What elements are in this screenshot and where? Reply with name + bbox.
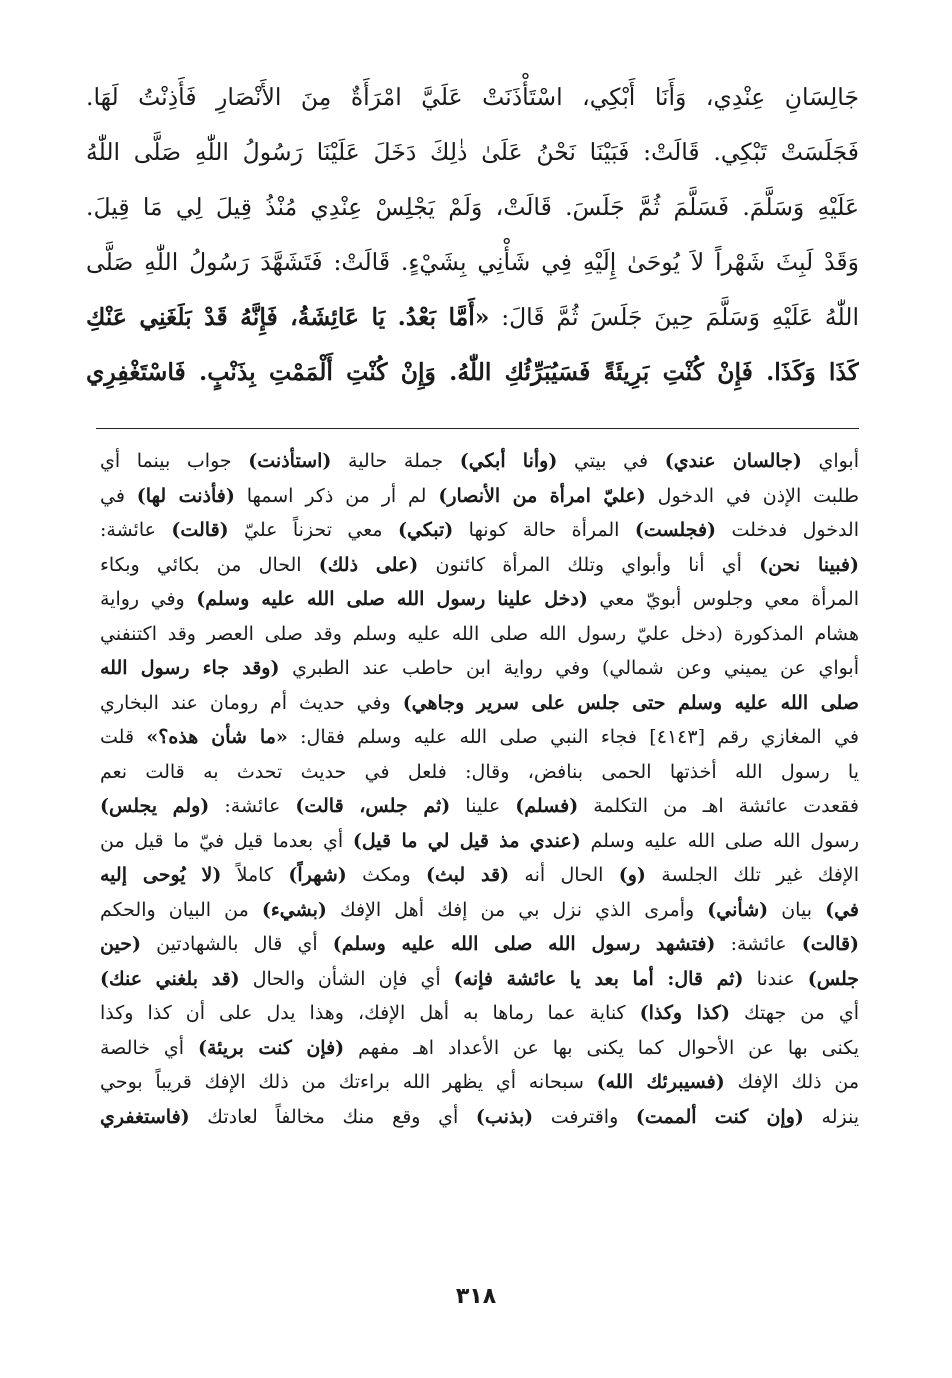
commentary-line: يكنى بها عن الأحوال كما يكنى بها عن الأعداد اهـ مفهم (فإن كنت بريئة) أي خالصة [100, 1036, 859, 1059]
commentary-line: أبواي (جالسان عندي) في بيتي (وأنا أبكي) جملة حالية (استأذنت) جواب بينما أي [100, 450, 859, 472]
commentary-line: رسول الله صلى الله عليه وسلم (عندي مذ قيل لي ما قيل) أي بعدما قيل فيّ ما قيل من [100, 829, 859, 852]
quoted-matn-phrase: (استأذنت) [248, 450, 332, 472]
page-number: ٣١٨ [455, 1284, 497, 1309]
main-line-4: وَقَدْ لَبِثَ شَهْراً لاَ يُوحَىٰ إِلَيْهِ فِي شَأْنِي بِشَيْءٍ. قَالَتْ: فَتَشَهَّدَ رَسُولُ اللّٰهِ صَلَّى [86, 248, 859, 276]
commentary-line: ينزله (وإن كنت ألممت) واقترفت (بذنب) أي وقع منك مخالفاً لعادتك (فاستغفري [100, 1105, 859, 1128]
main-line-5: اللّٰهُ عَلَيْهِ وَسَلَّمَ حِينَ جَلَسَ ثُمَّ قَالَ: «أَمَّا بَعْدُ. يَا عَائِشَةُ، فَإِنَّهُ قَدْ بَلَغَنِي عَنْكِ [86, 303, 859, 331]
quoted-matn-phrase: (جالسان عندي) [664, 450, 802, 472]
quoted-matn-phrase: (وإن كنت ألممت) [635, 1105, 804, 1128]
quoted-matn-phrase: (ثم جلس، قالت) [295, 795, 451, 817]
quoted-matn-phrase: (على ذلك) [318, 553, 419, 576]
quoted-matn-phrase: «ما شأن هذه؟» [146, 726, 288, 748]
main-hadith-text [86, 70, 859, 400]
quoted-matn-phrase: (بذنب) [475, 1105, 534, 1128]
commentary-line: الدخول فدخلت (فجلست) المرأة حالة كونها (تبكي) معي تحزناً عليّ (قالت) عائشة: [100, 519, 859, 541]
quoted-matn-phrase: (وأنا أبكي) [459, 450, 558, 472]
commentary-line: المرأة معي وجلوس أبويّ معي (دخل علينا رسول الله صلى الله عليه وسلم) وفي رواية [100, 588, 859, 610]
quoted-matn-phrase: (قد لبث) [425, 864, 510, 886]
quoted-matn-phrase: (فسلم) [515, 795, 579, 817]
quoted-matn-phrase: (فأذنت لها) [136, 484, 235, 507]
quoted-matn-phrase: (شأني) [707, 898, 769, 921]
quoted-matn-phrase: (و) [618, 864, 646, 886]
commentary-line: من ذلك الإفك (فسيبرئك الله) سبحانه أي يظهر الله براءتك من ذلك الإفك قريباً بوحي [100, 1071, 859, 1093]
quoted-matn-phrase: (فاستغفري [100, 1105, 190, 1128]
quoted-matn-phrase: (بشيء) [261, 898, 327, 921]
commentary-line: في المغازي رقم [٤١٤٣] فجاء النبي صلى الله عليه وسلم فقال: «ما شأن هذه؟» قلت [100, 726, 859, 748]
commentary-line: (فبينا نحن) أي أنا وأبواي وتلك المرأة كائنون (على ذلك) الحال من بكائي وبكاء [100, 553, 859, 576]
quoted-matn-phrase: جلس) [807, 967, 859, 990]
main-line-1: جَالِسَانِ عِنْدِي، وَأَنَا أَبْكِي، اسْتَأْذَنَتْ عَلَيَّ امْرَأَةٌ مِنَ الأَنْصَارِ فَأَذِنْتُ لَهَا. [86, 83, 859, 111]
quoted-matn-phrase: (وقد جاء رسول الله [100, 657, 280, 679]
quoted-matn-phrase: (قالت) [801, 933, 859, 955]
quoted-matn-phrase: (قالت) [171, 519, 229, 541]
commentary-line: فقعدت عائشة اهـ من التكلمة (فسلم) علينا (ثم جلس، قالت) عائشة: (ولم يجلس) [100, 795, 859, 817]
commentary-line: هشام المذكورة (دخل عليّ رسول الله صلى الله عليه وسلم وقد صلى العصر وقد اكتنفني [100, 622, 859, 645]
commentary-line: في) بيان (شأني) وأمرى الذي نزل بي من إفك أهل الإفك (بشيء) من البيان والحكم [100, 898, 859, 921]
prophet-speech: «أَمَّا بَعْدُ. يَا عَائِشَةُ، فَإِنَّهُ قَدْ بَلَغَنِي عَنْكِ [86, 303, 490, 331]
commentary-line: جلس) عندنا (ثم قال: أما بعد يا عائشة فإنه) أي فإن الشأن والحال (قد بلغني عنك) [100, 967, 859, 990]
commentary-line: طلبت الإذن في الدخول (عليّ امرأة من الأنصار) لم أر من ذكر اسمها (فأذنت لها) في [100, 484, 859, 507]
quoted-matn-phrase: (فجلست) [634, 519, 717, 541]
quoted-matn-phrase: (شهراً) [288, 864, 347, 886]
quoted-matn-phrase: (عندي مذ قيل لي ما قيل) [352, 829, 581, 852]
quoted-matn-phrase: (حين [100, 933, 141, 955]
main-line-6: كَذَا وَكَذَا. فَإِنْ كُنْتِ بَرِيئَةً فَسَيُبَرِّئُكِ اللّٰهُ. وَإِنْ كُنْتِ أَلْمَمْتِ بِذَنْبٍ. فَاسْتَغْفِرِي [86, 358, 859, 386]
quoted-matn-phrase: (عليّ امرأة من الأنصار) [438, 484, 646, 507]
quoted-matn-phrase: (لا يُوحى إليه [100, 864, 222, 886]
quoted-matn-phrase: (كذا وكذا) [639, 1002, 730, 1024]
quoted-matn-phrase: (فإن كنت بريئة) [197, 1036, 345, 1059]
quoted-matn-phrase: (تبكي) [397, 519, 454, 541]
quoted-matn-phrase: في) [825, 898, 859, 921]
quoted-matn-phrase: (فبينا نحن) [759, 553, 859, 576]
quoted-matn-phrase: صلى الله عليه وسلم حتى جلس على سرير وجاهي) [402, 691, 859, 714]
commentary-line: (قالت) عائشة: (فتشهد رسول الله صلى الله عليه وسلم) أي قال بالشهادتين (حين [100, 933, 859, 955]
main-line-2: فَجَلَسَتْ تَبْكِي. قَالَتْ: فَبَيْنَا نَحْنُ عَلَىٰ ذٰلِكَ دَخَلَ عَلَيْنَا رَسُولُ اللّٰهِ صَلَّى اللّٰهُ [86, 138, 859, 166]
quoted-matn-phrase: (فتشهد رسول الله صلى الله عليه وسلم) [332, 933, 716, 955]
quoted-matn-phrase: (دخل علينا رسول الله صلى الله عليه وسلم) [196, 588, 588, 610]
quoted-matn-phrase: (ثم قال: أما بعد يا عائشة فإنه) [453, 967, 744, 990]
main-line-3: عَلَيْهِ وَسَلَّمَ. فَسَلَّمَ ثُمَّ جَلَسَ. قَالَتْ، وَلَمْ يَجْلِسْ عِنْدِي مُنْذُ قِيلَ لِي مَا قِيلَ. [86, 193, 859, 221]
commentary-line: أي من جهتك (كذا وكذا) كناية عما رماها به أهل الإفك، وهذا يدل على أن كذا وكذا [100, 1002, 859, 1024]
quoted-matn-phrase: (فسيبرئك الله) [596, 1071, 725, 1093]
commentary-line: صلى الله عليه وسلم حتى جلس على سرير وجاهي) وفي حديث أم رومان عند البخاري [100, 691, 859, 714]
quoted-matn-phrase: (ولم يجلس) [100, 795, 210, 817]
commentary-line: أبواي عن يميني وعن شمالي) وفي رواية ابن حاطب عند الطبري (وقد جاء رسول الله [100, 657, 859, 679]
quoted-matn-phrase: (قد بلغني عنك) [100, 967, 240, 990]
footnote-divider [96, 428, 859, 429]
commentary-line: الإفك غير تلك الجلسة (و) الحال أنه (قد لبث) ومكث (شهراً) كاملاً (لا يُوحى إليه [100, 864, 859, 886]
commentary-text [100, 444, 859, 1134]
commentary-line: يا رسول الله أخذتها الحمى بنافض، وقال: فلعل في حديث تحدث به قالت نعم [100, 760, 859, 783]
